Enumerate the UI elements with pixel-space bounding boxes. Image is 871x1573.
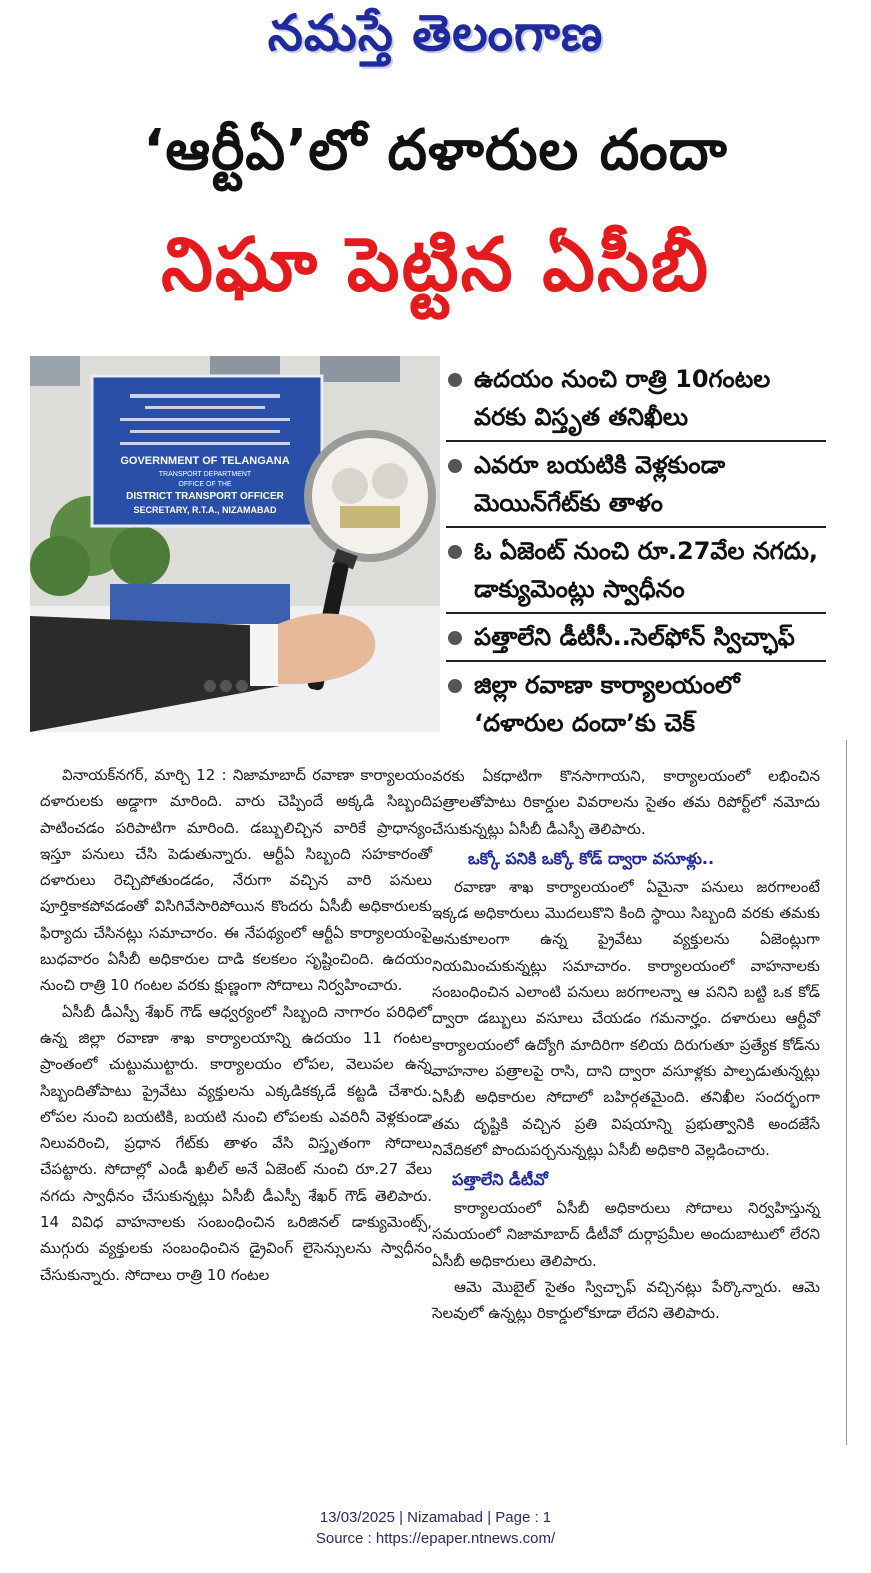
- bullet-dot-icon: [448, 545, 462, 559]
- office-board: [92, 376, 322, 526]
- photo-illustration: [30, 356, 440, 732]
- article-paragraph: వరకు ఏకధాటిగా కొనసాగాయని, కార్యాలయంలో లభించిన పత్రాలతోపాటు రికార్డుల వివరాలను సైతం తమ రిపోర్ట్‌లో నమోదు చేసుకున్నట్లు ఏసీబీ డీఎస్పీ తెలిపారు.: [432, 767, 820, 838]
- highlight-item: ఎవరూ బయటికి వెళ్లకుండా మెయిన్‌గేట్‌కు తాళం: [446, 446, 826, 528]
- article-paragraph: కార్యాలయంలో ఏసీబీ అధికారులు సోదాలు నిర్వహిస్తున్న సమయంలో నిజామాబాద్ డీటీవో దుర్గాప్రమీల అందుబాటులో లేరని ఏసీబీ అధికారులు తెలిపారు.: [432, 1199, 820, 1270]
- footer-source: Source : https://epaper.ntnews.com/: [315, 1530, 556, 1547]
- article-paragraph: ఏసీబీ డీఎస్పీ శేఖర్ గౌడ్ ఆధ్వర్యంలో సిబ్బంది నాగారం పరిధిలో ఉన్న జిల్లా రవాణా శాఖ కార్యాలయాన్ని ఉదయం 11 గంటల ప్రాంతంలో చుట్టుముట్టారు. కార్యాలయం లోపల, వెలుపల ఉన్న సిబ్బందితోపాటు ప్రైవేటు వ్యక్తులను ఎక్కడికక్కడే కట్టడి చేశారు. లోపల నుంచి బయటికి, బయటి నుంచి లోపలకు ఎవరినీ వెళ్లకుండా నిలువరించి, ప్రధాన గేట్‌కు తాళం వేసి విస్తృతంగా సోదాలు చేపట్టారు. సోదాల్లో ఎండీ ఖలీల్ అనే ఏజెంట్ నుంచి రూ.27 వేలు నగదు స్వాధీనం చేసుకున్నట్లు ఏసీబీ డీఎస్పీ శేఖర్ గౌడ్ తెలిపారు. 14 వివిధ వాహనాలకు సంబంధించిన ఒరిజినల్ డాక్యుమెంట్స్, ముగ్గురు వ్యక్తులకు సంబంధించిన డ్రైవింగ్ లైసెన్సులను స్వాధీనం చేసుకున్నారు. సోదాలు రాత్రి 10 గంటల: [40, 1002, 432, 1284]
- highlight-item: ఉదయం నుంచి రాత్రి 10గంటల వరకు విస్తృత తనిఖీలు: [446, 360, 826, 442]
- subheading-dto: పత్తాలేని డీటీవో: [452, 1170, 548, 1190]
- bullet-dot-icon: [448, 373, 462, 387]
- highlights-list: [446, 360, 826, 750]
- highlight-item: పత్తాలేని డీటీసీ..సెల్‌ఫోన్ స్విచ్ఛాఫ్: [446, 618, 826, 662]
- footer-date-page: 13/03/2025 | Nizamabad | Page : 1: [319, 1509, 552, 1526]
- bullet-dot-icon: [448, 459, 462, 473]
- article-photo: [30, 356, 440, 732]
- bullet-dot-icon: [448, 631, 462, 645]
- highlight-item: ఓ ఏజెంట్ నుంచి రూ.27వేల నగదు, డాక్యుమెంట్లు స్వాధీనం: [446, 532, 826, 614]
- article-paragraph: వినాయక్‌నగర్, మార్చి 12 : నిజామాబాద్ రవాణా కార్యాలయం దళారులకు అడ్డాగా మారింది. వారు చెప్పిందే అక్కడి సిబ్బంది పాటించడం పరిపాటిగా మారింది. డబ్బులిచ్చిన వారికే ప్రాధాన్యం ఇస్తూ పనులు చేసి పెడుతున్నారు. ఆర్టీఏ సిబ్బంది సహకారంతో దళారులు రెచ్చిపోతుండడం, నేరుగా వచ్చిన వారి పనులు పూర్తికాకపోవడంతో విసిగివేసారిపోయిన కొందరు ఏసీబీ అధికారులకు ఫిర్యాదు చేసినట్లు సమాచారం. ఈ నేపథ్యంలో ఆర్టీఏ కార్యాలయంపై బుధవారం ఏసీబీ అధికారుల దాడి కలకలం సృష్టించింది. ఉదయం నుంచి రాత్రి 10 గంటల వరకు క్షుణ్ణంగా సోదాలు నిర్వహించారు.: [40, 766, 432, 995]
- headline-line-2: నిఘా పెట్టిన ఏసీబీ: [161, 222, 710, 308]
- board-line-5: SECRETARY, R.T.A., NIZAMABAD: [133, 505, 277, 515]
- board-line-3: OFFICE OF THE: [178, 481, 232, 488]
- board-line-2: TRANSPORT DEPARTMENT: [158, 471, 252, 478]
- article-column-1: [40, 762, 432, 1288]
- article-paragraph: రవాణా శాఖ కార్యాలయంలో ఏమైనా పనులు జరగాలంటే ఇక్కడ అధికారులు మొదలుకొని కింది స్థాయి సిబ్బంది వరకు తమకు అనుకూలంగా ఉన్న ప్రైవేటు వ్యక్తులను ఏజెంట్లుగా నియమించుకున్నట్లు సమాచారం. కార్యాలయంలో వాహనాలకు సంబంధించిన ఎలాంటి పనులు జరగాలన్నా ఆ పనిని బట్టి ఒక కోడ్ ద్వారా డబ్బులు వసూలు చేయడం గమనార్హం. దళారులు ఆర్టీవో కార్యాలయంలో ఉద్యోగి మాదిరిగా కలియ దిరుగుతూ ప్రత్యేక కోడ్‌ను వాహనాల పత్రాలపై రాసి, దాని ద్వారా వసూళ్లకు పాల్పడుతున్నట్లు ఏసీబీ అధికారుల సోదాలో బహిర్గతమైంది. తనిఖీల సందర్భంగా తమ దృష్టికి వచ్చిన ప్రతి విషయాన్ని ప్రభుత్వానికి అందజేసే నివేదికలో పొందుపర్చనున్నట్లు ఏసీబీ అధికారి వెల్లడించారు.: [432, 877, 820, 1159]
- headline-line-1: ‘ఆర్టీఏ’లో దళారుల దందా: [143, 118, 728, 183]
- article-paragraph: ఆమె మొబైల్ సైతం స్విచ్ఛాఫ్ వచ్చినట్లు పేర్కొన్నారు. ఆమె సెలవులో ఉన్నట్లు రికార్డులోకూడా లేదని తెలిపారు.: [432, 1278, 820, 1323]
- article-column-2: [432, 763, 820, 1327]
- masthead-title: నమస్తే తెలంగాణ: [267, 4, 604, 62]
- column-divider: [846, 740, 847, 1445]
- bullet-dot-icon: [448, 679, 462, 693]
- board-line-1: GOVERNMENT OF TELANGANA: [120, 455, 290, 467]
- highlight-item: జిల్లా రవాణా కార్యాలయంలో ‘దళారుల దందా’కు చెక్: [446, 666, 826, 746]
- subheading-codes: ఒక్కో పనికి ఒక్కో కోడ్ ద్వారా వసూళ్లు..: [468, 848, 715, 868]
- board-line-4: DISTRICT TRANSPORT OFFICER: [126, 491, 284, 502]
